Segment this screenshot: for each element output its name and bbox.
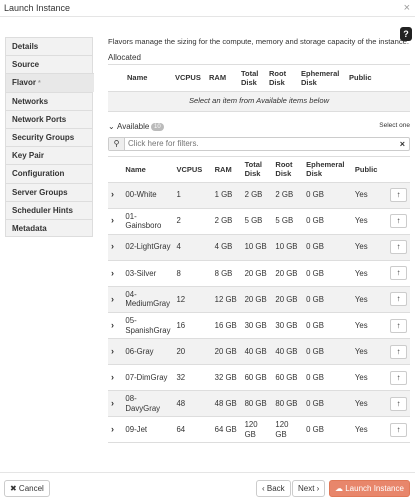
flavor-public: Yes bbox=[354, 294, 368, 304]
column-header-ephemeral-disk: Ephemeral Disk bbox=[301, 68, 340, 87]
cancel-button[interactable]: ✖ Cancel bbox=[4, 480, 50, 497]
flavor-root-disk: 30 GB bbox=[275, 320, 298, 330]
table-row[interactable] bbox=[108, 234, 410, 260]
flavor-vcpus: 2 bbox=[176, 216, 181, 226]
chevron-right-icon[interactable]: › bbox=[111, 189, 114, 200]
allocate-cell bbox=[387, 182, 410, 208]
flavor-ram: 8 GB bbox=[214, 268, 233, 278]
chevron-right-icon[interactable]: › bbox=[111, 424, 114, 435]
arrow-up-icon[interactable]: ↑ bbox=[390, 371, 407, 385]
allocate-cell bbox=[387, 234, 410, 260]
flavor-name: 04-MediumGray bbox=[125, 289, 171, 309]
flavor-vcpus: 32 bbox=[176, 372, 186, 382]
flavor-total-disk: 5 GB bbox=[244, 216, 263, 226]
flavor-total-disk: 40 GB bbox=[244, 346, 267, 356]
table-row[interactable] bbox=[108, 312, 410, 338]
column-header-name: Name bbox=[125, 164, 146, 174]
flavor-total-disk: 20 GB bbox=[244, 268, 267, 278]
flavor-root-disk: 80 GB bbox=[275, 399, 298, 409]
chevron-right-icon[interactable]: › bbox=[111, 215, 114, 226]
flavor-ephemeral-disk: 0 GB bbox=[306, 242, 324, 252]
flavor-total-disk: 60 GB bbox=[244, 372, 267, 382]
flavor-vcpus: 16 bbox=[176, 320, 186, 330]
nav-item-server-groups[interactable] bbox=[5, 183, 93, 201]
flavor-ephemeral-disk: 0 GB bbox=[306, 294, 324, 304]
allocate-cell bbox=[387, 365, 410, 391]
modal-footer bbox=[0, 472, 415, 500]
arrow-up-icon[interactable]: ↑ bbox=[390, 345, 407, 359]
nav-item-label: Configuration bbox=[12, 169, 65, 179]
column-header-root-disk: Root Disk bbox=[269, 68, 287, 87]
flavor-name: 08-DavyGray bbox=[125, 394, 161, 413]
flavor-ephemeral-disk: 0 GB bbox=[306, 399, 324, 409]
expander-header bbox=[108, 64, 124, 91]
flavor-ephemeral-disk: 0 GB bbox=[306, 372, 324, 382]
flavor-total-disk: 120 GB bbox=[244, 420, 258, 439]
column-header-name: Name bbox=[127, 73, 148, 82]
modal-title: Launch Instance bbox=[4, 3, 71, 13]
allocate-cell bbox=[387, 208, 410, 234]
flavor-name: 06-Gray bbox=[125, 346, 154, 356]
column-header-vcpus: VCPUS bbox=[176, 164, 203, 174]
flavor-public: Yes bbox=[354, 425, 368, 435]
available-count-badge: 10 bbox=[151, 123, 164, 131]
column-header-vcpus: VCPUS bbox=[175, 73, 201, 82]
flavor-vcpus: 8 bbox=[176, 268, 181, 278]
back-button[interactable]: ‹ Back bbox=[256, 480, 291, 497]
table-row[interactable] bbox=[108, 208, 410, 234]
arrow-up-icon[interactable]: ↑ bbox=[390, 266, 407, 280]
arrow-up-icon[interactable]: ↑ bbox=[390, 188, 407, 202]
flavor-name: 05-SpanishGray bbox=[125, 316, 171, 335]
arrow-up-icon[interactable]: ↑ bbox=[390, 423, 407, 437]
flavor-root-disk: 10 GB bbox=[275, 242, 298, 252]
flavor-ram: 64 GB bbox=[214, 425, 237, 435]
flavor-public: Yes bbox=[354, 268, 368, 278]
flavor-public: Yes bbox=[354, 372, 368, 382]
flavor-root-disk: 20 GB bbox=[275, 294, 298, 304]
flavor-name: 03-Silver bbox=[125, 268, 157, 278]
flavor-total-disk: 2 GB bbox=[244, 190, 263, 200]
flavor-ram: 20 GB bbox=[214, 346, 237, 356]
flavor-root-disk: 20 GB bbox=[275, 268, 298, 278]
allocate-cell bbox=[387, 391, 410, 417]
flavor-root-disk: 120 GB bbox=[275, 420, 289, 439]
available-table bbox=[108, 156, 410, 444]
arrow-up-icon[interactable]: ↑ bbox=[390, 397, 407, 411]
nav-item-security-groups[interactable] bbox=[5, 128, 93, 146]
wizard-nav bbox=[5, 37, 93, 237]
flavor-ram: 32 GB bbox=[214, 372, 237, 382]
chevron-right-icon[interactable]: › bbox=[111, 267, 114, 278]
nav-item-configuration[interactable] bbox=[5, 164, 93, 182]
modal-header bbox=[0, 0, 415, 17]
flavor-vcpus: 20 bbox=[176, 346, 186, 356]
nav-item-key-pair[interactable] bbox=[5, 146, 93, 164]
flavor-vcpus: 12 bbox=[176, 294, 186, 304]
arrow-up-icon[interactable]: ↑ bbox=[390, 214, 407, 228]
nav-item-network-ports[interactable] bbox=[5, 110, 93, 128]
flavor-total-disk: 80 GB bbox=[244, 399, 267, 409]
available-header bbox=[108, 122, 410, 134]
help-icon[interactable]: ? bbox=[400, 27, 412, 41]
nav-item-networks[interactable] bbox=[5, 92, 93, 110]
nav-item-label: Networks bbox=[12, 96, 49, 106]
search-icon: ⚲ bbox=[109, 138, 125, 150]
arrow-up-icon[interactable]: ↑ bbox=[390, 292, 407, 306]
available-heading[interactable]: Available bbox=[117, 121, 150, 131]
required-icon: * bbox=[38, 80, 41, 88]
allocate-cell bbox=[387, 339, 410, 365]
flavor-vcpus: 4 bbox=[176, 242, 181, 252]
panel-description: Flavors manage the sizing for the compute, memory and storage capacity of the instance. bbox=[108, 37, 409, 46]
flavor-total-disk: 30 GB bbox=[244, 320, 267, 330]
column-header-public: Public bbox=[354, 164, 378, 174]
nav-item-details[interactable] bbox=[5, 37, 93, 55]
flavor-public: Yes bbox=[354, 399, 368, 409]
launch-instance-button[interactable]: ☁ Launch Instance bbox=[329, 480, 410, 497]
table-row[interactable] bbox=[108, 286, 410, 312]
nav-item-scheduler-hints[interactable] bbox=[5, 201, 93, 219]
column-header-ram: RAM bbox=[214, 164, 232, 174]
column-header-ram: RAM bbox=[209, 73, 227, 82]
flavor-ephemeral-disk: 0 GB bbox=[306, 268, 324, 278]
allocate-cell bbox=[387, 417, 410, 443]
arrow-up-icon[interactable]: ↑ bbox=[390, 240, 407, 254]
table-row[interactable] bbox=[108, 260, 410, 286]
nav-item-label: Network Ports bbox=[12, 114, 67, 124]
allocate-cell bbox=[387, 286, 410, 312]
chevron-right-icon[interactable]: › bbox=[111, 319, 114, 330]
nav-item-label: Server Groups bbox=[12, 187, 68, 197]
flavor-name: 09-Jet bbox=[125, 425, 148, 435]
column-header-public: Public bbox=[349, 73, 372, 82]
flavor-public: Yes bbox=[354, 320, 368, 330]
close-icon[interactable]: × bbox=[403, 2, 410, 14]
arrow-up-icon[interactable]: ↑ bbox=[390, 319, 407, 333]
next-button[interactable]: Next › bbox=[292, 480, 325, 497]
chevron-right-icon[interactable]: › bbox=[111, 345, 114, 356]
column-header-total-disk: Total Disk bbox=[241, 68, 259, 87]
flavor-ram: 2 GB bbox=[214, 216, 233, 226]
flavor-public: Yes bbox=[354, 242, 368, 252]
nav-item-label: Details bbox=[12, 42, 39, 51]
table-row[interactable] bbox=[108, 417, 410, 443]
table-row[interactable] bbox=[108, 391, 410, 417]
nav-item-label: Key Pair bbox=[12, 151, 45, 161]
nav-item-metadata[interactable] bbox=[5, 219, 93, 237]
flavor-name: 02-LightGray bbox=[125, 242, 171, 252]
nav-item-label: Source bbox=[12, 60, 40, 70]
table-row[interactable] bbox=[108, 365, 410, 391]
column-header-total-disk: Total Disk bbox=[244, 160, 262, 178]
select-one-hint: Select one bbox=[379, 121, 410, 129]
flavor-ram: 1 GB bbox=[214, 190, 233, 200]
flavor-root-disk: 40 GB bbox=[275, 346, 298, 356]
flavor-ram: 48 GB bbox=[214, 399, 237, 409]
flavor-public: Yes bbox=[354, 190, 368, 200]
filter-bar bbox=[108, 137, 410, 151]
close-icon[interactable]: × bbox=[399, 138, 405, 149]
flavor-total-disk: 20 GB bbox=[244, 294, 267, 304]
expander-header bbox=[108, 156, 122, 182]
column-header-ephemeral-disk: Ephemeral Disk bbox=[306, 160, 345, 178]
action-header bbox=[387, 156, 410, 182]
flavor-total-disk: 10 GB bbox=[244, 242, 267, 252]
flavor-panel bbox=[108, 37, 410, 443]
chevron-right-icon[interactable]: › bbox=[111, 293, 114, 304]
flavor-root-disk: 60 GB bbox=[275, 372, 298, 382]
nav-item-label: Scheduler Hints bbox=[12, 205, 73, 215]
flavor-name: 01-Gainsboro bbox=[125, 211, 162, 231]
chevron-right-icon[interactable]: › bbox=[111, 398, 114, 409]
flavor-root-disk: 5 GB bbox=[275, 216, 294, 226]
flavor-name: 00-White bbox=[125, 190, 157, 200]
flavor-name: 07-DimGray bbox=[125, 372, 168, 382]
allocated-empty-message: Select an item from Available items below bbox=[108, 91, 410, 111]
filter-input[interactable] bbox=[128, 139, 388, 149]
allocated-heading: Allocated bbox=[108, 52, 141, 62]
flavor-ephemeral-disk: 0 GB bbox=[306, 216, 324, 226]
nav-item-source[interactable] bbox=[5, 55, 93, 73]
flavor-ram: 16 GB bbox=[214, 320, 237, 330]
table-row[interactable] bbox=[108, 339, 410, 365]
flavor-public: Yes bbox=[354, 216, 368, 226]
chevron-right-icon[interactable]: › bbox=[111, 371, 114, 382]
flavor-ephemeral-disk: 0 GB bbox=[306, 190, 324, 200]
chevron-right-icon[interactable]: › bbox=[111, 241, 114, 252]
flavor-ephemeral-disk: 0 GB bbox=[306, 320, 324, 330]
allocate-cell bbox=[387, 260, 410, 286]
flavor-ephemeral-disk: 0 GB bbox=[306, 346, 324, 356]
flavor-root-disk: 2 GB bbox=[275, 190, 294, 200]
table-row[interactable] bbox=[108, 182, 410, 208]
flavor-public: Yes bbox=[354, 346, 368, 356]
chevron-down-icon[interactable]: ⌄ bbox=[108, 121, 115, 131]
allocate-cell bbox=[387, 312, 410, 338]
flavor-ephemeral-disk: 0 GB bbox=[306, 425, 324, 435]
nav-item-label: Flavor bbox=[12, 78, 37, 88]
nav-item-label: Metadata bbox=[12, 223, 47, 233]
allocated-table bbox=[108, 64, 410, 112]
nav-item-label: Security Groups bbox=[12, 132, 75, 142]
flavor-vcpus: 1 bbox=[176, 190, 181, 200]
flavor-ram: 12 GB bbox=[214, 294, 237, 304]
flavor-vcpus: 64 bbox=[176, 425, 186, 435]
flavor-ram: 4 GB bbox=[214, 242, 233, 252]
column-header-root-disk: Root Disk bbox=[275, 160, 293, 178]
flavor-vcpus: 48 bbox=[176, 399, 186, 409]
nav-item-flavor[interactable] bbox=[5, 73, 94, 91]
